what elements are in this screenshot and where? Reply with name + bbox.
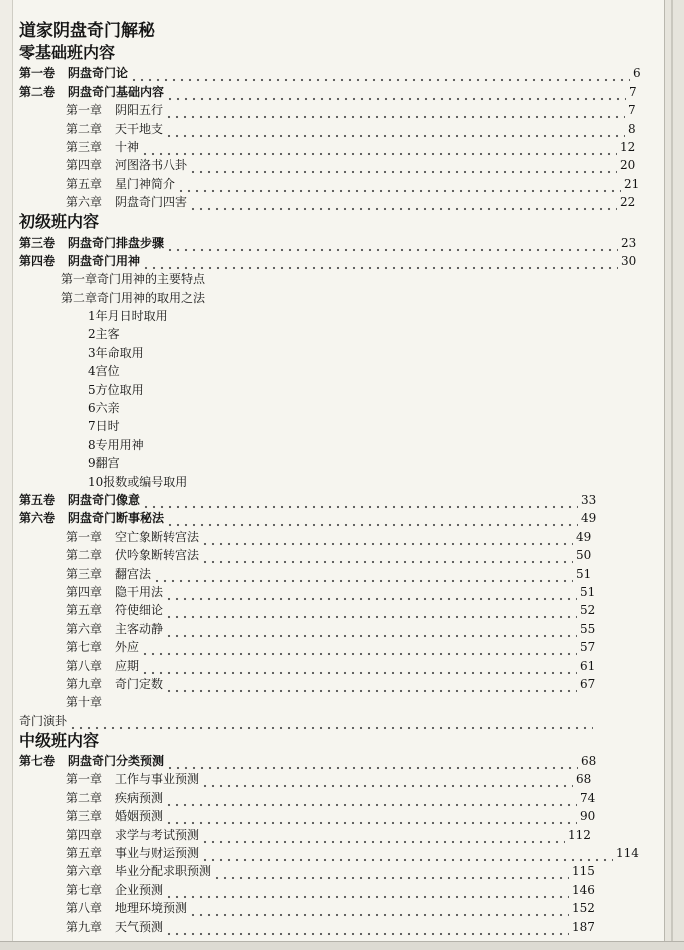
- entry-number: 第三卷: [19, 235, 56, 250]
- toc-entry[interactable]: [19, 917, 659, 935]
- section-heading: 零基础班内容: [19, 43, 116, 62]
- dot-leader: [166, 513, 578, 527]
- entry-title: 翻宫法: [115, 566, 152, 581]
- dot-leader: [165, 679, 577, 693]
- dot-leader: [165, 124, 625, 138]
- entry-title: 毕业分配求职预测: [115, 864, 212, 879]
- dot-leader: [165, 885, 569, 899]
- entry-title: 5方位取用: [88, 382, 144, 397]
- entry-number: 第二卷: [19, 84, 56, 99]
- dot-leader: [189, 160, 617, 174]
- page-number: 22: [620, 195, 636, 210]
- toc-entry[interactable]: [19, 435, 659, 453]
- page-number: 115: [572, 864, 595, 879]
- entry-number: 第四卷: [19, 253, 56, 268]
- page-number: 6: [633, 66, 641, 81]
- entry-number: 第二章: [66, 790, 103, 805]
- entry-number: 第二章: [66, 548, 103, 563]
- entry-title: 阴盘奇门用神: [68, 253, 141, 268]
- entry-number: 第一章: [66, 529, 103, 544]
- toc-entry[interactable]: [19, 252, 659, 270]
- toc-entry[interactable]: [19, 82, 659, 100]
- toc-entry[interactable]: [19, 491, 659, 509]
- toc-entry[interactable]: [19, 472, 659, 490]
- entry-title: 7日时: [88, 419, 120, 434]
- dot-leader: [166, 756, 578, 770]
- page-number: 55: [580, 621, 596, 636]
- toc-entry[interactable]: [19, 564, 659, 582]
- toc-entry[interactable]: [19, 399, 659, 417]
- table-of-contents: [19, 18, 659, 936]
- entry-number: 第九章: [66, 919, 103, 934]
- entry-title: 事业与财运预测: [115, 846, 200, 861]
- entry-title: 阴盘奇门基础内容: [68, 84, 165, 99]
- page-number: 8: [628, 121, 636, 136]
- toc-entry[interactable]: [19, 693, 659, 711]
- entry-number: 第五章: [66, 603, 103, 618]
- entry-title: 阴盘奇门论: [68, 66, 129, 81]
- entry-title: 4宫位: [88, 364, 120, 379]
- toc-entry[interactable]: [19, 601, 659, 619]
- toc-entry[interactable]: [19, 362, 659, 380]
- toc-entry[interactable]: [19, 675, 659, 693]
- entry-number: 第五卷: [19, 492, 56, 507]
- entry-number: 第三章: [66, 566, 103, 581]
- entry-number: 第三章: [66, 809, 103, 824]
- dot-leader: [141, 142, 617, 156]
- entry-title: 3年命取用: [88, 345, 144, 360]
- page-number: 50: [576, 548, 592, 563]
- entry-title: 奇门定数: [115, 676, 164, 691]
- dot-leader: [130, 68, 630, 82]
- entry-number: 第七章: [66, 882, 103, 897]
- page-number: 49: [576, 529, 592, 544]
- toc-entry[interactable]: [19, 807, 659, 825]
- entry-number: 第八章: [66, 658, 103, 673]
- entry-title: 外应: [115, 640, 140, 655]
- entry-number: 第七章: [66, 640, 103, 655]
- toc-entry[interactable]: [19, 101, 659, 119]
- entry-title: 6六亲: [88, 401, 120, 416]
- toc-entry[interactable]: [19, 844, 659, 862]
- page-number: 90: [580, 809, 596, 824]
- page-number: 57: [580, 640, 596, 655]
- page-number: 152: [572, 901, 595, 916]
- page-number: 68: [576, 772, 592, 787]
- page-number: 30: [621, 253, 637, 268]
- dot-leader: [177, 179, 621, 193]
- toc-entry[interactable]: [19, 156, 659, 174]
- dot-leader: [165, 587, 577, 601]
- dot-leader: [213, 866, 569, 880]
- entry-title: 第一章奇门用神的主要特点: [61, 272, 206, 287]
- toc-entry[interactable]: [19, 119, 659, 137]
- page-number: 74: [580, 790, 596, 805]
- entry-title: 天干地支: [115, 121, 164, 136]
- entry-number: 第六卷: [19, 511, 56, 526]
- toc-entry[interactable]: [19, 380, 659, 398]
- entry-title: 天气预测: [115, 919, 164, 934]
- page-number: 68: [581, 754, 597, 769]
- entry-title: 符使细论: [115, 603, 164, 618]
- entry-title: 求学与考试预测: [115, 827, 200, 842]
- toc-entry[interactable]: [19, 417, 659, 435]
- toc-entry[interactable]: [19, 64, 659, 82]
- toc-entry[interactable]: [19, 638, 659, 656]
- entry-title: 疾病预测: [115, 790, 164, 805]
- toc-entry[interactable]: [19, 862, 659, 880]
- dot-leader: [201, 830, 565, 844]
- entry-number: 第八章: [66, 901, 103, 916]
- page-number: 51: [580, 584, 596, 599]
- toc-entry[interactable]: [19, 546, 659, 564]
- entry-title: 10报数或编号取用: [88, 474, 188, 489]
- dot-leader: [142, 256, 618, 270]
- page-edge-scrollbar[interactable]: [664, 0, 684, 949]
- entry-title: 奇门演卦: [19, 713, 68, 728]
- entry-title: 阴盘奇门排盘步骤: [68, 235, 165, 250]
- entry-number: 第六章: [66, 864, 103, 879]
- entry-title: 1年月日时取用: [88, 309, 168, 324]
- toc-entry[interactable]: [19, 825, 659, 843]
- entry-title: 主客动静: [115, 621, 164, 636]
- toc-entry[interactable]: [19, 711, 659, 729]
- page-number: 114: [616, 846, 639, 861]
- page-number: 21: [624, 176, 640, 191]
- entry-title: 2主客: [88, 327, 120, 342]
- page-number: 61: [580, 658, 596, 673]
- page-number: 112: [568, 827, 591, 842]
- dot-leader: [189, 903, 569, 917]
- entry-title: 星门神简介: [115, 176, 176, 191]
- dot-leader: [166, 87, 626, 101]
- entry-number: 第三章: [66, 139, 103, 154]
- document-title: 道家阴盘奇门解秘: [19, 21, 155, 41]
- toc-entry[interactable]: [19, 193, 659, 211]
- dot-leader: [201, 550, 573, 564]
- entry-number: 第五章: [66, 846, 103, 861]
- dot-leader: [69, 716, 593, 730]
- dot-leader: [141, 661, 577, 675]
- toc-entry[interactable]: [19, 619, 659, 637]
- toc-entry[interactable]: [19, 325, 659, 343]
- toc-entry[interactable]: [19, 770, 659, 788]
- dot-leader: [201, 532, 573, 546]
- entry-title: 婚姻预测: [115, 809, 164, 824]
- section-heading: 中级班内容: [19, 730, 100, 750]
- dot-leader: [165, 105, 625, 119]
- entry-number: 第五章: [66, 176, 103, 191]
- entry-title: 企业预测: [115, 882, 164, 897]
- toc-entry[interactable]: [19, 899, 659, 917]
- entry-number: 第四章: [66, 827, 103, 842]
- page-edge-line: [671, 0, 673, 949]
- page-number: 52: [580, 603, 596, 618]
- entry-number: 第四章: [66, 584, 103, 599]
- entry-number: 第一章: [66, 772, 103, 787]
- entry-title: 阴盘奇门断事秘法: [68, 511, 165, 526]
- toc-entry[interactable]: [19, 583, 659, 601]
- toc-entry[interactable]: [19, 454, 659, 472]
- entry-number: 第六章: [66, 195, 103, 210]
- entry-title: 河图洛书八卦: [115, 158, 188, 173]
- dot-leader: [165, 605, 577, 619]
- dot-leader: [166, 238, 618, 252]
- page-number: 49: [581, 511, 597, 526]
- entry-title: 空亡象断转宫法: [115, 529, 200, 544]
- toc-entry[interactable]: [19, 752, 659, 770]
- page-number: 51: [576, 566, 592, 581]
- section-heading: 初级班内容: [19, 212, 100, 232]
- page-number: 7: [629, 84, 637, 99]
- entry-number: 第二章: [66, 121, 103, 136]
- page-number: 12: [620, 139, 636, 154]
- entry-title: 第二章奇门用神的取用之法: [61, 290, 206, 305]
- entry-title: 9翻宫: [88, 456, 120, 471]
- entry-title: 伏吟象断转宫法: [115, 548, 200, 563]
- entry-number: 第十章: [66, 695, 103, 710]
- page-number: 33: [581, 492, 597, 507]
- page-number: 67: [580, 676, 596, 691]
- toc-entry[interactable]: [19, 270, 659, 288]
- entry-title: 阴盘奇门分类预测: [68, 754, 165, 769]
- page-number: 23: [621, 235, 637, 250]
- page-number: 146: [572, 882, 595, 897]
- toc-entry[interactable]: [19, 138, 659, 156]
- entry-title: 地理环境预测: [115, 901, 188, 916]
- toc-entry[interactable]: [19, 788, 659, 806]
- toc-entry[interactable]: [19, 307, 659, 325]
- entry-number: 第一章: [66, 103, 103, 118]
- entry-title: 工作与事业预测: [115, 772, 200, 787]
- entry-title: 阴盘奇门四害: [115, 195, 188, 210]
- entry-number: 第七卷: [19, 754, 56, 769]
- dot-leader: [165, 793, 577, 807]
- dot-leader: [165, 811, 577, 825]
- toc-entry[interactable]: [19, 288, 659, 306]
- toc-entry[interactable]: [19, 656, 659, 674]
- entry-number: 第一卷: [19, 66, 56, 81]
- toc-entry[interactable]: [19, 174, 659, 192]
- dot-leader: [189, 197, 617, 211]
- page-number: 20: [620, 158, 636, 173]
- entry-title: 8专用用神: [88, 437, 144, 452]
- entry-title: 应期: [115, 658, 140, 673]
- page-number: 7: [628, 103, 636, 118]
- dot-leader: [165, 624, 577, 638]
- toc-entry[interactable]: [19, 880, 659, 898]
- entry-title: 隐干用法: [115, 584, 164, 599]
- entry-title: 阴盘奇门像意: [68, 492, 141, 507]
- dot-leader: [141, 642, 577, 656]
- dot-leader: [165, 922, 569, 936]
- entry-number: 第四章: [66, 158, 103, 173]
- entry-number: 第六章: [66, 621, 103, 636]
- dot-leader: [201, 848, 613, 862]
- toc-entry[interactable]: [19, 527, 659, 545]
- page-number: 187: [572, 919, 595, 934]
- entry-title: 十神: [115, 139, 140, 154]
- toc-entry[interactable]: [19, 343, 659, 361]
- toc-entry[interactable]: [19, 233, 659, 251]
- toc-entry[interactable]: [19, 509, 659, 527]
- entry-number: 第九章: [66, 676, 103, 691]
- dot-leader: [201, 774, 573, 788]
- dot-leader: [153, 569, 573, 583]
- entry-title: 阴阳五行: [115, 103, 164, 118]
- dot-leader: [142, 495, 578, 509]
